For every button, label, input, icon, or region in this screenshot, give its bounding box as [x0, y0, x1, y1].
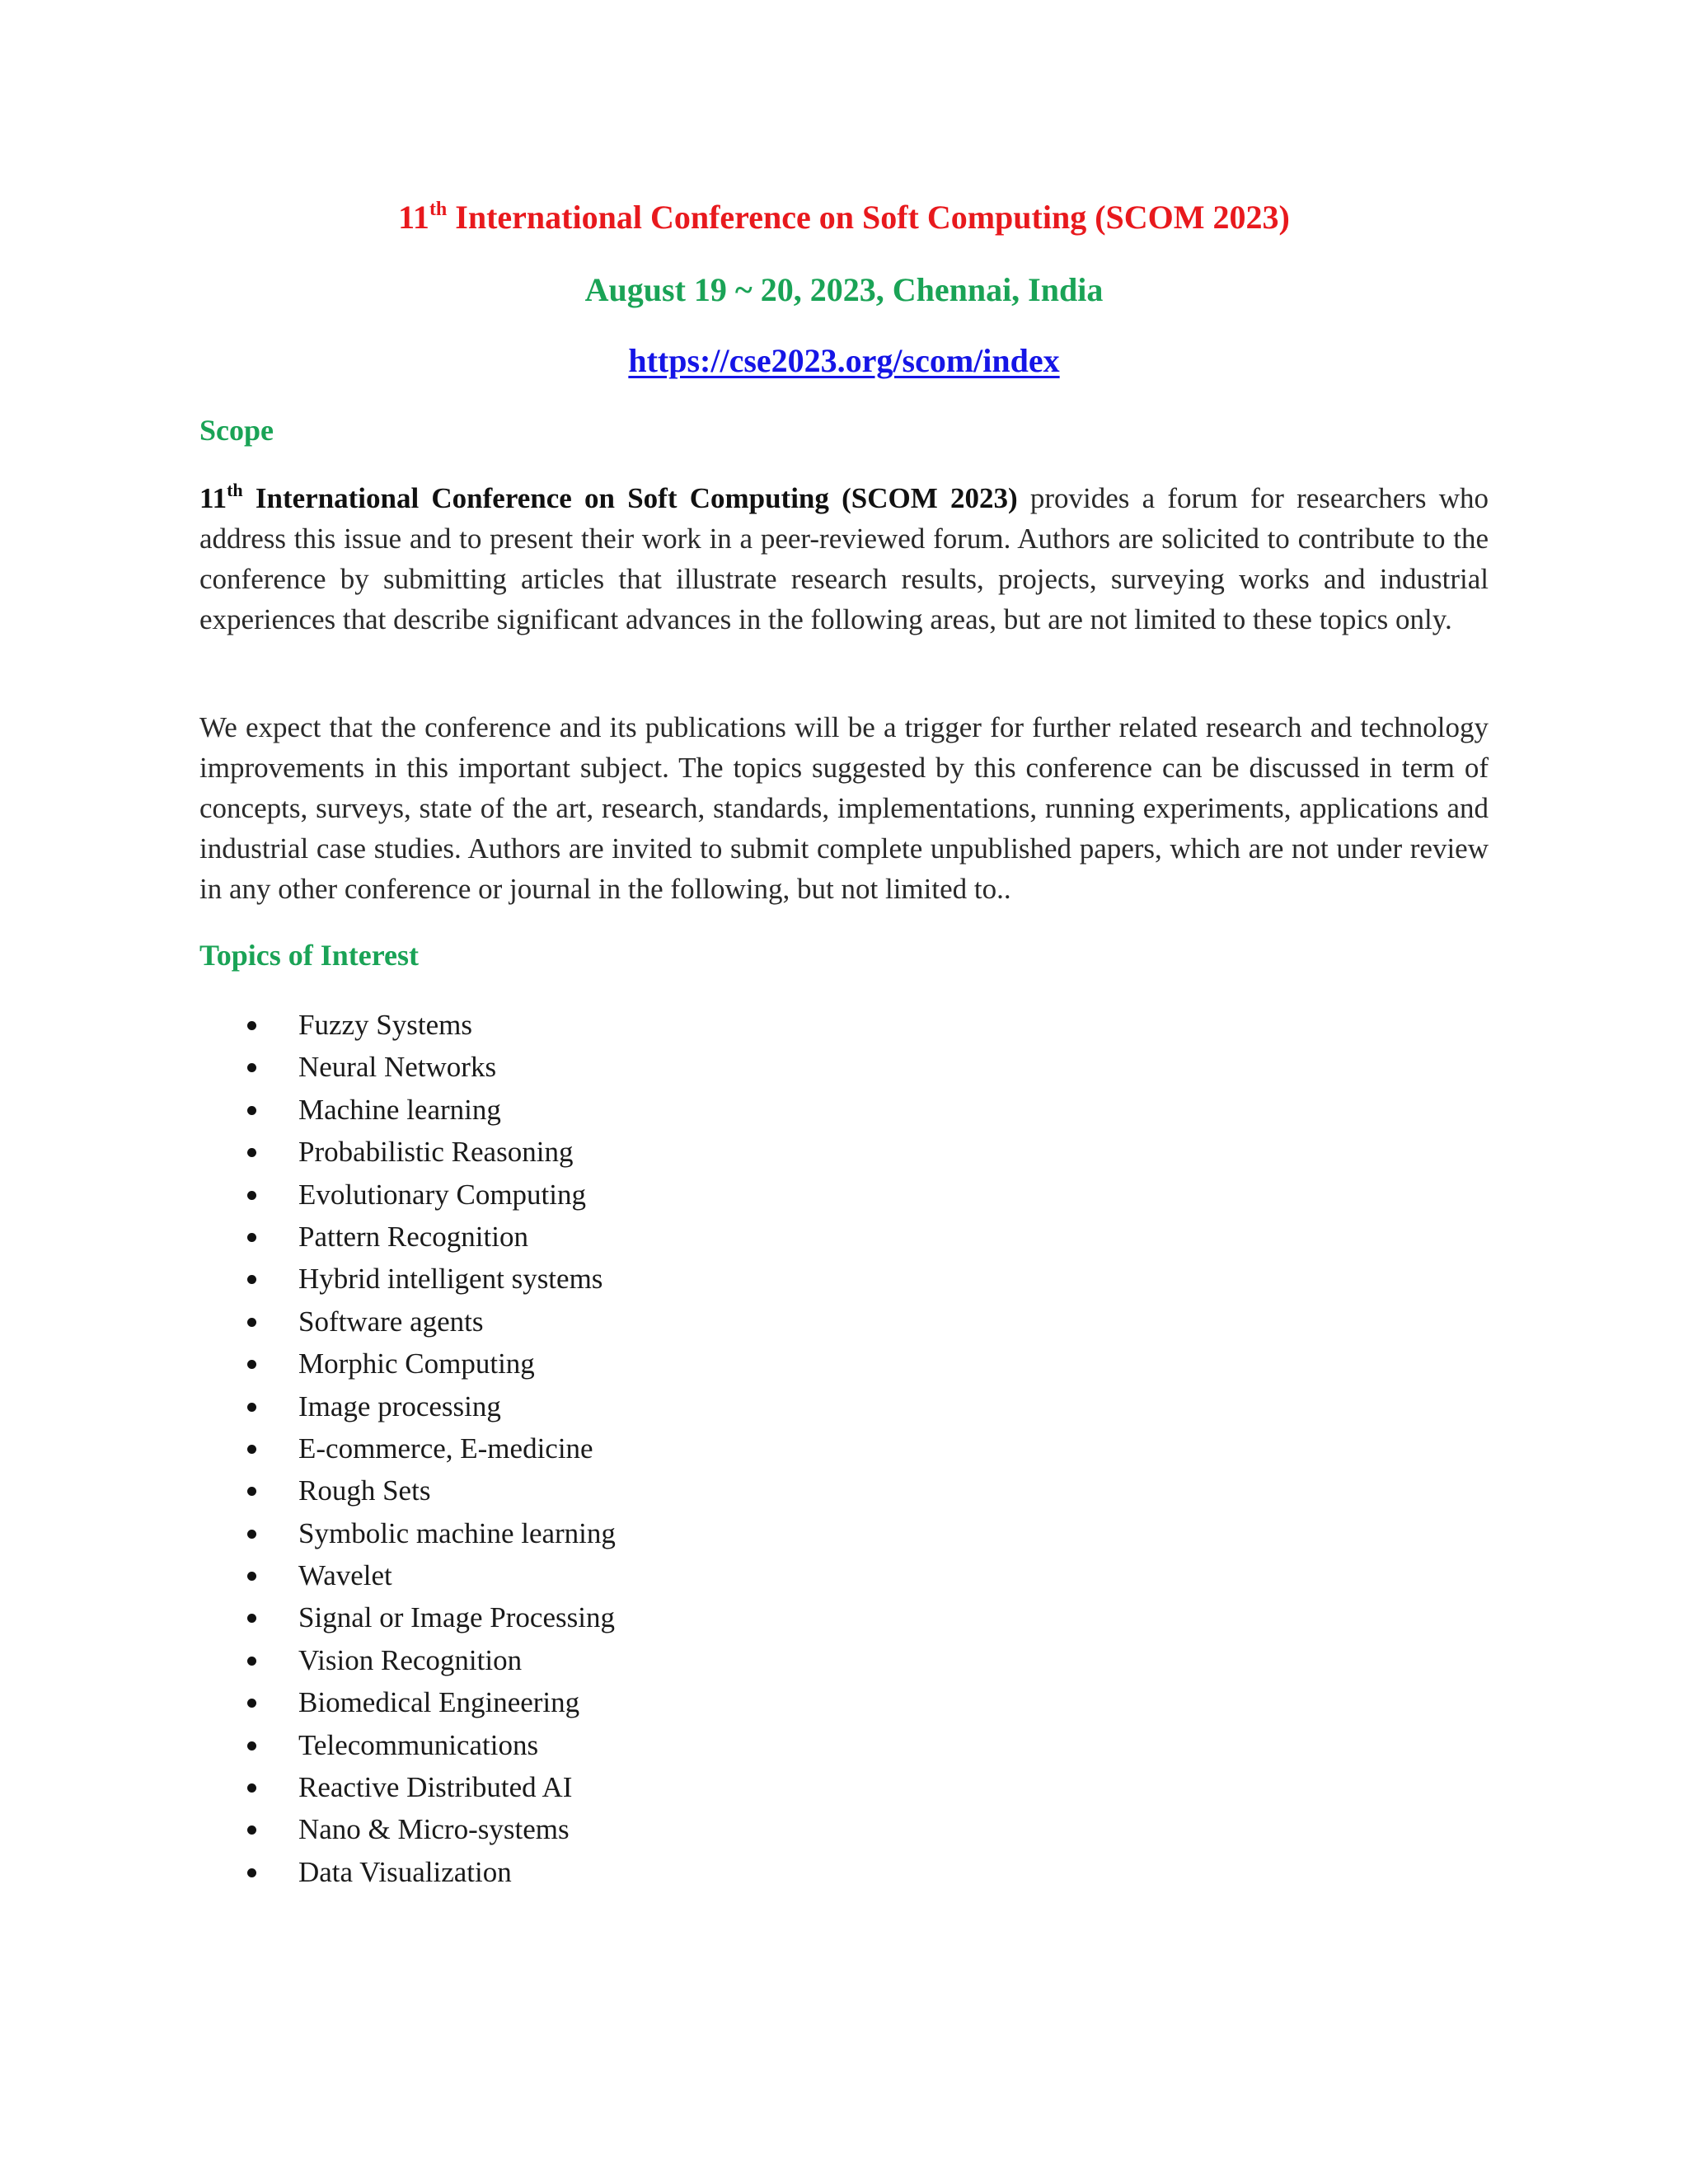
bullet-icon [247, 1106, 256, 1115]
topic-label: Wavelet [298, 1559, 392, 1592]
topic-list-item [0, 1216, 989, 1258]
bullet-icon [247, 1275, 256, 1284]
topic-list-item [0, 1596, 989, 1638]
scope-heading: Scope [199, 414, 274, 447]
topic-list-item [0, 1301, 989, 1343]
bullet-icon [247, 1699, 256, 1708]
scope-paragraph-2: We expect that the conference and its publications will be a trigger for further related research and technology improvements in this important subject. The topics suggested by this conference can be discussed in term of concepts, surveys, state of the art, research, standards, implementations, running experiments, applications and industrial case studies. Authors are invited to submit complete unpublished papers, which are not under review in any other conference or journal in the following, but not limited to.. [199, 711, 1489, 905]
topic-list-item [0, 1554, 989, 1596]
topic-label: Reactive Distributed AI [298, 1771, 573, 1804]
topic-label: Probabilistic Reasoning [298, 1136, 574, 1169]
topic-list-item [0, 1851, 989, 1893]
bullet-icon [247, 1360, 256, 1369]
topic-label: Telecommunications [298, 1728, 539, 1761]
topic-label: Image processing [298, 1390, 501, 1422]
topic-list-item [0, 1427, 989, 1469]
topic-list-item [0, 1681, 989, 1723]
bullet-icon [247, 1783, 256, 1793]
topic-label: Vision Recognition [298, 1643, 523, 1676]
bullet-icon [247, 1318, 256, 1327]
bullet-icon [247, 1021, 256, 1030]
bullet-icon [247, 1741, 256, 1750]
bullet-icon [247, 1572, 256, 1581]
topic-list-item [0, 1046, 989, 1088]
scope-paragraph-1-text: provides a forum for researchers who address this issue and to present their work in a peer-reviewed forum. Authors are solicited to contribute to the conference by submitting articles that illustrate research results, projects, surveying works and industrial experiences that describe significant advances in the following areas, but are not limited to these topics only. [199, 482, 1489, 635]
topic-list-item [0, 1131, 989, 1173]
topic-label: Biomedical Engineering [298, 1686, 580, 1719]
topic-list-item [0, 1469, 989, 1511]
bullet-icon [247, 1614, 256, 1623]
topic-list-item [0, 1639, 989, 1681]
conference-dates: August 19 ~ 20, 2023, Chennai, India [584, 271, 1104, 308]
topic-list-item [0, 1385, 989, 1427]
topic-label: Rough Sets [298, 1474, 431, 1507]
bullet-icon [247, 1191, 256, 1200]
topic-list-item [0, 1089, 989, 1131]
topic-label: Morphic Computing [298, 1347, 535, 1380]
topic-label: Pattern Recognition [298, 1220, 528, 1253]
bullet-icon [247, 1403, 256, 1412]
scope-ordinal-suffix: th [227, 480, 243, 500]
scope-paragraph-1 [199, 478, 1489, 640]
conference-title [0, 198, 1688, 237]
scope-conference-name [199, 482, 1018, 514]
topic-list-item [0, 1724, 989, 1766]
bullet-icon [247, 1233, 256, 1242]
bullet-icon [247, 1063, 256, 1072]
topic-list-item [0, 1512, 989, 1554]
topic-label: Symbolic machine learning [298, 1516, 616, 1549]
topic-label: Machine learning [298, 1093, 501, 1126]
topic-label: Fuzzy Systems [298, 1009, 472, 1041]
topic-label: Hybrid intelligent systems [298, 1263, 603, 1296]
bullet-icon [247, 1530, 256, 1539]
topic-label: Nano & Micro-systems [298, 1813, 570, 1846]
title-number: 11 [398, 199, 429, 236]
scope-bold-text: International Conference on Soft Computing (SCOM 2023) [242, 482, 1018, 514]
bullet-icon [247, 1657, 256, 1666]
bullet-icon [247, 1445, 256, 1454]
topic-label: Neural Networks [298, 1051, 497, 1084]
topic-label: E-commerce, E-medicine [298, 1432, 593, 1465]
topic-label: Signal or Image Processing [298, 1601, 615, 1634]
topic-label: Software agents [298, 1305, 484, 1338]
topic-list-item [0, 1808, 989, 1850]
topic-label: Data Visualization [298, 1855, 512, 1888]
bullet-icon [247, 1868, 256, 1877]
topics-heading: Topics of Interest [199, 939, 420, 972]
conference-url-link[interactable]: https://cse2023.org/scom/index [628, 342, 1060, 379]
bullet-icon [247, 1825, 256, 1835]
conference-url-line [0, 341, 1688, 381]
title-text: International Conference on Soft Computing (SCOM 2023) [447, 199, 1290, 236]
topic-label: Evolutionary Computing [298, 1178, 587, 1211]
bullet-icon [247, 1487, 256, 1496]
scope-number: 11 [199, 482, 227, 514]
title-ordinal-suffix: th [429, 199, 448, 220]
topic-list-item [0, 1258, 989, 1300]
topic-list-item [0, 1004, 989, 1046]
topics-list [0, 1004, 989, 1893]
topic-list-item [0, 1343, 989, 1385]
topic-list-item [0, 1174, 989, 1216]
topic-list-item [0, 1766, 989, 1808]
bullet-icon [247, 1148, 256, 1157]
